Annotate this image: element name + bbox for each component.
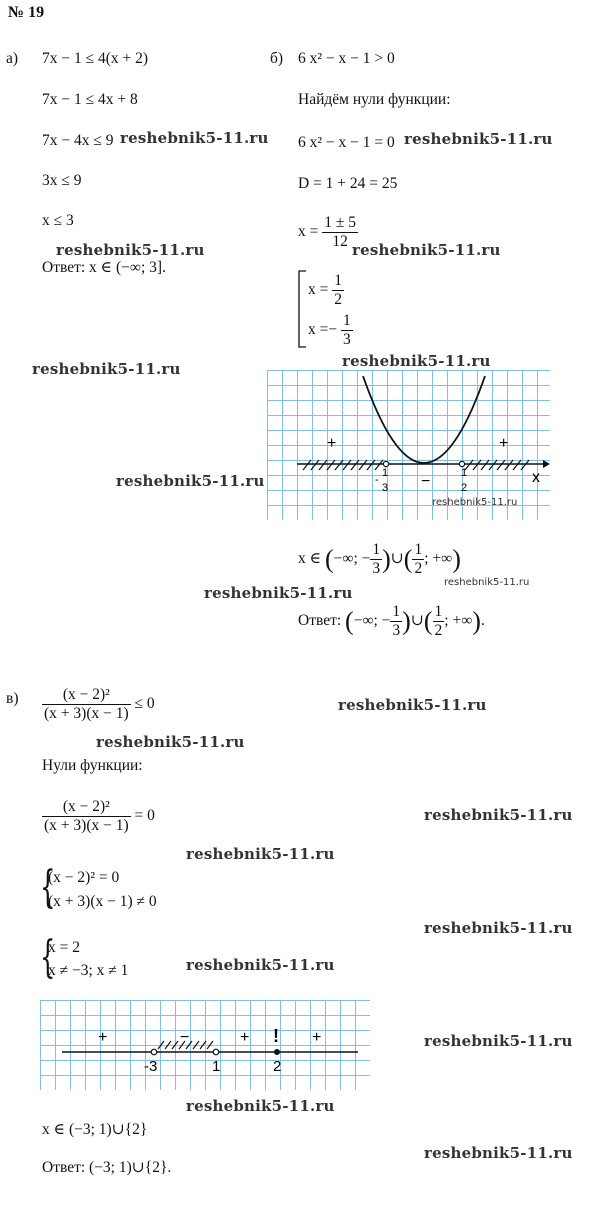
- watermark-5: reshebnik5-11.ru: [32, 360, 181, 378]
- sign-3: +: [240, 1029, 250, 1046]
- part-b-find-zeros: Найдём нули функции:: [298, 91, 451, 108]
- part-b-solution-union: ∪: [390, 549, 404, 567]
- part-b-root1-num: 1: [334, 272, 342, 289]
- part-b-answer-union: ∪: [410, 611, 424, 629]
- part-v-eq-rhs: = 0: [134, 806, 155, 824]
- part-b-root-num: 1 ± 5: [324, 214, 357, 231]
- part-b-root2-minus: −: [328, 320, 338, 338]
- graph-plus-left: +: [327, 435, 337, 452]
- part-b-equation: 6 x² − x − 1 = 0: [298, 134, 395, 151]
- tick-left-den: 3: [382, 482, 389, 494]
- part-b-answer-frac1: [390, 603, 402, 640]
- sign-exclaim: !: [273, 1026, 279, 1046]
- part-v-sys1-b: (x + 3)(x − 1) ≠ 0: [48, 893, 157, 910]
- part-b-solution-mid: ; +∞: [424, 549, 453, 567]
- tick-minus-3: -3: [144, 1058, 158, 1075]
- part-a-label: а): [6, 50, 19, 67]
- part-v-frac-num: (x − 2)²: [42, 686, 131, 705]
- watermark-14: reshebnik5-11.ru: [186, 845, 335, 863]
- part-b-answer-frac2-num: 1: [434, 603, 443, 620]
- part-v-eq-num: (x − 2)²: [42, 798, 131, 817]
- part-b-root2-fraction: [341, 312, 353, 349]
- part-b-answer-frac1-num: 1: [392, 603, 401, 620]
- part-v-eq-fraction: [42, 798, 131, 835]
- watermark-7: reshebnik5-11.ru: [116, 472, 265, 490]
- part-b-root1-fraction: [332, 272, 344, 309]
- part-b-solution-left: −∞; −: [333, 549, 371, 567]
- watermark-16: reshebnik5-11.ru: [186, 956, 335, 974]
- sign-2: −: [180, 1029, 190, 1046]
- part-v-sys2-b: x ≠ −3; x ≠ 1: [48, 962, 129, 979]
- part-b-root2-den: 3: [343, 330, 351, 348]
- part-b-discriminant: D = 1 + 24 = 25: [298, 175, 398, 192]
- graph-x-label: x: [532, 469, 540, 486]
- part-a-line-4: 3x ≤ 9: [42, 172, 82, 189]
- tick-left-num: 1: [382, 467, 389, 479]
- part-b-root2-num: 1: [343, 312, 351, 329]
- number-line-grid: [40, 1000, 370, 1090]
- part-v-frac-den: (x + 3)(x − 1): [44, 704, 129, 722]
- part-v-inequality: [42, 686, 155, 723]
- part-b-answer-mid: ; +∞: [444, 611, 473, 629]
- part-b-answer-frac2: [433, 603, 445, 640]
- part-b-answer-frac2-den: 2: [434, 621, 443, 639]
- tick-right-num: 1: [461, 467, 468, 479]
- part-v-ineq-rhs: ≤ 0: [134, 694, 155, 712]
- tick-2: 2: [273, 1058, 282, 1075]
- point-2: [274, 1049, 280, 1055]
- part-b-root1-den: 2: [334, 290, 342, 308]
- part-b-solution-frac1: [370, 541, 382, 578]
- tick-left-minus: -: [375, 474, 379, 486]
- problem-number: № 19: [8, 4, 45, 21]
- watermark-3: reshebnik5-11.ru: [56, 241, 205, 259]
- watermark-15: reshebnik5-11.ru: [424, 919, 573, 937]
- part-b-solution-prefix: x ∈: [298, 549, 322, 567]
- tick-right-den: 2: [461, 482, 468, 494]
- root-point-right: [459, 461, 464, 466]
- part-b-root-lhs: x =: [298, 222, 319, 240]
- watermark-11: reshebnik5-11.ru: [338, 696, 487, 714]
- part-v-sys1-a: (x − 2)² = 0: [48, 869, 120, 886]
- watermark-8: reshebnik5-11.ru: [432, 497, 518, 508]
- part-v-eq-den: (x + 3)(x − 1): [44, 816, 129, 834]
- part-b-root-1: [308, 272, 344, 309]
- number-line: [40, 1000, 370, 1090]
- part-a-line-2: 7x − 1 ≤ 4x + 8: [42, 91, 138, 108]
- part-b-sys-x2-lhs: x =: [308, 320, 329, 338]
- part-b-solution-frac1-den: 3: [372, 559, 381, 577]
- part-b-sys-x1-lhs: x =: [308, 280, 329, 298]
- part-v-equation: [42, 798, 155, 835]
- part-b-solution-frac1-num: 1: [372, 541, 381, 558]
- right-hatch: [465, 460, 529, 470]
- sign-4: +: [312, 1029, 322, 1046]
- system-brace-2: {: [40, 932, 56, 983]
- left-hatch: [303, 460, 383, 470]
- system-brace-1: {: [40, 862, 56, 913]
- part-b-root-den: 12: [332, 232, 348, 250]
- part-b-answer-left: −∞; −: [353, 611, 391, 629]
- part-b-answer-frac1-den: 3: [392, 621, 401, 639]
- watermark-17: reshebnik5-11.ru: [424, 1032, 573, 1050]
- watermark-13: reshebnik5-11.ru: [424, 806, 573, 824]
- graph-plus-right: +: [499, 435, 509, 452]
- root-point-left: [383, 461, 388, 466]
- part-b-root-2: [308, 312, 353, 349]
- watermark-6: reshebnik5-11.ru: [342, 352, 491, 370]
- part-b-solution-frac2-den: 2: [414, 559, 423, 577]
- watermark-9: reshebnik5-11.ru: [444, 577, 530, 588]
- watermark-18: reshebnik5-11.ru: [186, 1097, 335, 1115]
- watermark-19: reshebnik5-11.ru: [424, 1144, 573, 1162]
- watermark-4: reshebnik5-11.ru: [352, 241, 501, 259]
- point-1: [213, 1049, 219, 1055]
- watermark-1: reshebnik5-11.ru: [120, 129, 269, 147]
- part-v-solution: x ∈ (−3; 1)∪{2}: [42, 1121, 148, 1138]
- part-v-answer: Ответ: (−3; 1)∪{2}.: [42, 1159, 172, 1176]
- sign-1: +: [98, 1029, 108, 1046]
- part-b-set-bracket: [296, 270, 308, 348]
- graph-minus: −: [421, 473, 431, 490]
- part-a-line-5: x ≤ 3: [42, 212, 74, 229]
- part-v-fraction: [42, 686, 131, 723]
- part-a-line-1: 7x − 1 ≤ 4(x + 2): [42, 50, 149, 67]
- part-b-answer-label: Ответ:: [298, 611, 342, 629]
- watermark-12: reshebnik5-11.ru: [96, 733, 245, 751]
- watermark-2: reshebnik5-11.ru: [404, 130, 553, 148]
- part-b-inequality: 6 x² − x − 1 > 0: [298, 50, 395, 67]
- part-b-solution-frac2-num: 1: [414, 541, 423, 558]
- part-v-sys2-a: x = 2: [48, 939, 80, 956]
- tick-1: 1: [212, 1058, 221, 1075]
- part-b-answer: Ответ: (−∞; − $\frac{1}{3}$ )∪( $\frac{1}{2}$ ; +∞).: [298, 603, 485, 639]
- part-b-label: б): [270, 50, 284, 67]
- part-v-zeros-title: Нули функции:: [42, 757, 143, 774]
- part-b-solution-frac2: [412, 541, 424, 578]
- parabola-curve: [363, 376, 485, 463]
- part-a-answer: Ответ: x ∈ (−∞; 3].: [42, 259, 166, 276]
- watermark-10: reshebnik5-11.ru: [204, 584, 353, 602]
- part-b-roots: [298, 214, 358, 251]
- part-v-label: в): [6, 690, 19, 707]
- x-axis-arrow: [543, 460, 550, 468]
- point-minus-3: [151, 1049, 157, 1055]
- part-a-line-3: 7x − 4x ≤ 9: [42, 132, 114, 149]
- part-b-solution: x ∈ (−∞; − $\frac{1}{3}$ )∪( $\frac{1}{2}$ ; +∞): [298, 541, 461, 577]
